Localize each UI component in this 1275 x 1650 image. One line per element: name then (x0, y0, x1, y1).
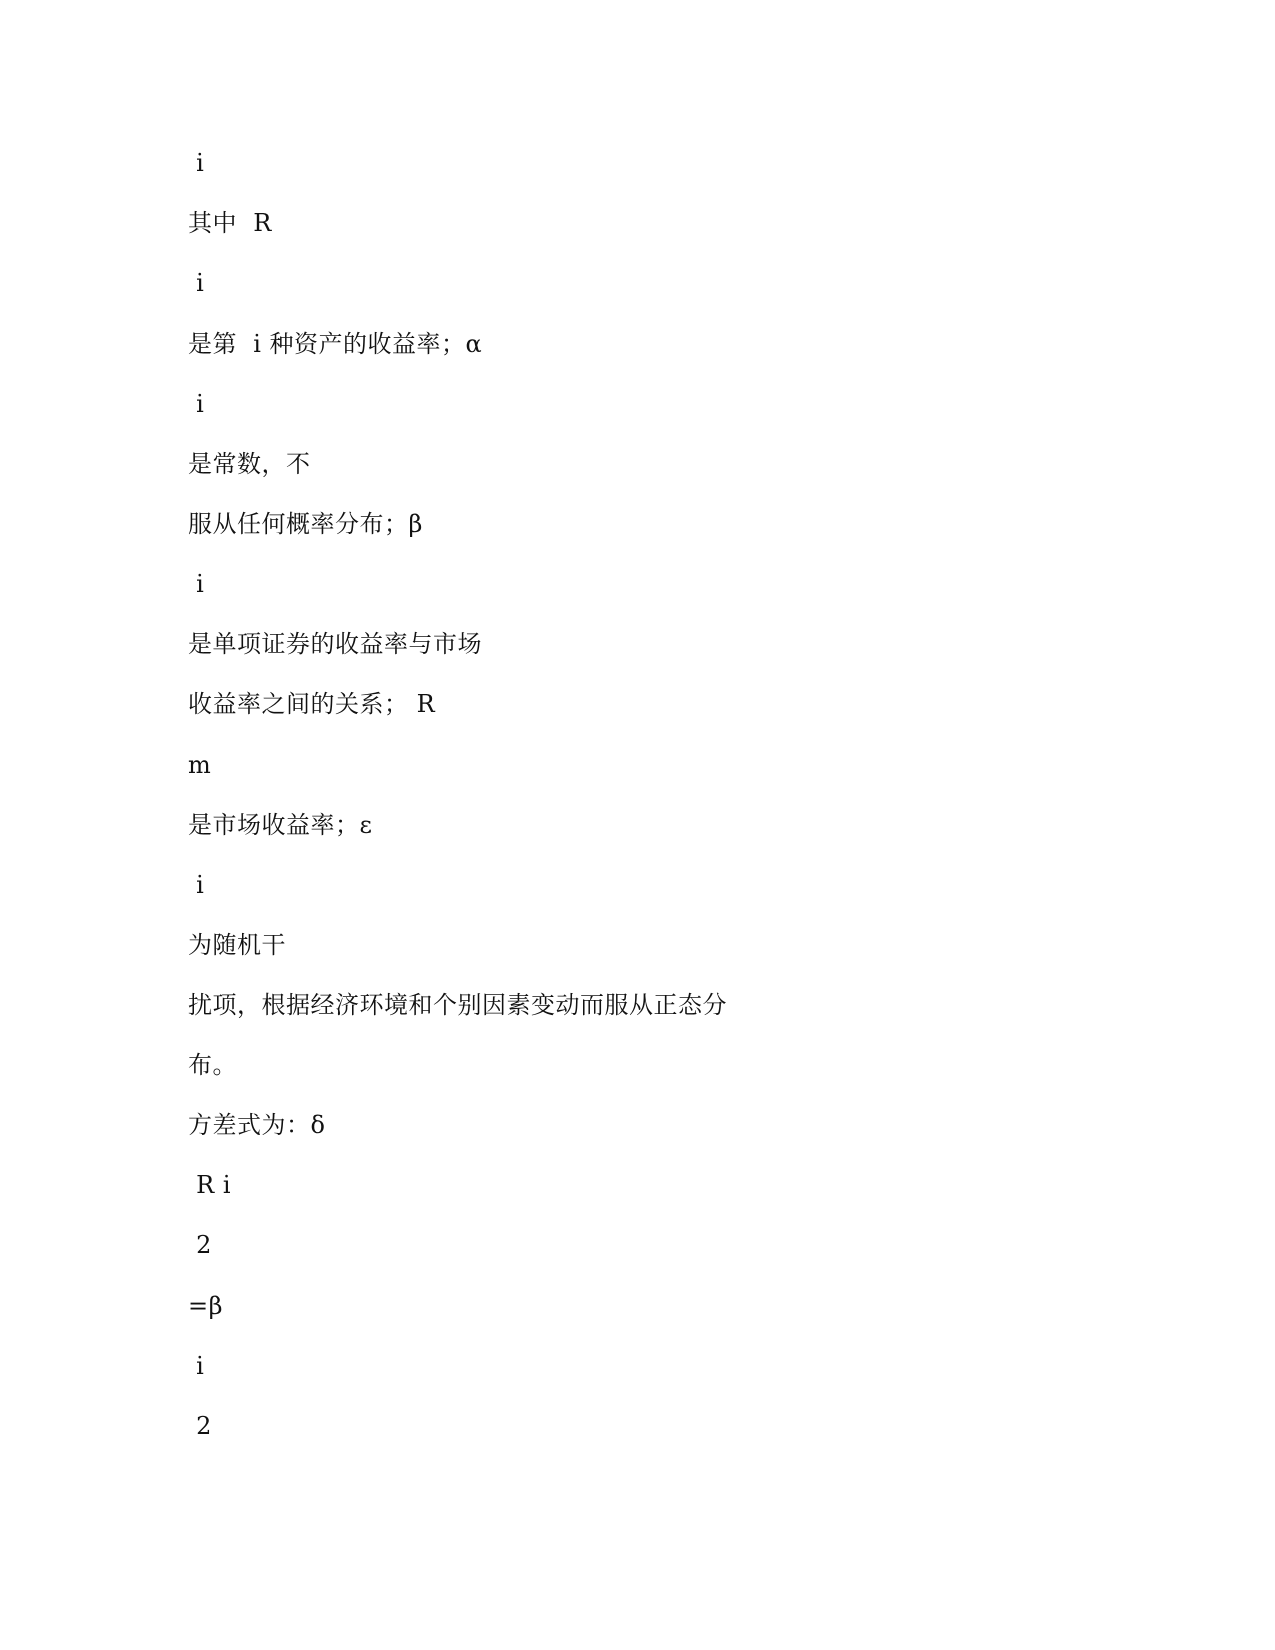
text-line: 为随机干 (188, 931, 286, 959)
text-line: 是第 i 种资产的收益率；α (188, 330, 483, 358)
text-line: 服从任何概率分布；β (188, 510, 423, 538)
subscript-i: i (188, 871, 205, 899)
text-line: 布。 (188, 1051, 237, 1079)
formula-beta: =β (188, 1292, 223, 1320)
subscript-i: i (188, 570, 205, 598)
formula-exponent: 2 (188, 1231, 212, 1259)
text-line: 收益率之间的关系； R (188, 690, 436, 718)
formula-subscript: R i (188, 1171, 232, 1199)
text-line: 是市场收益率；ε (188, 811, 373, 839)
subscript-m: m (188, 751, 212, 779)
formula-intro: 方差式为：δ (188, 1111, 326, 1139)
formula-exponent: 2 (188, 1412, 212, 1440)
subscript-i: i (188, 269, 205, 297)
text-line: 扰项，根据经济环境和个别因素变动而服从正态分 (188, 991, 727, 1019)
text-line: 是常数，不 (188, 450, 311, 478)
text-line: 其中 R (188, 209, 272, 237)
subscript-i: i (188, 149, 205, 177)
subscript-i: i (188, 1352, 205, 1380)
subscript-i: i (188, 390, 205, 418)
text-line: 是单项证券的收益率与市场 (188, 630, 482, 658)
